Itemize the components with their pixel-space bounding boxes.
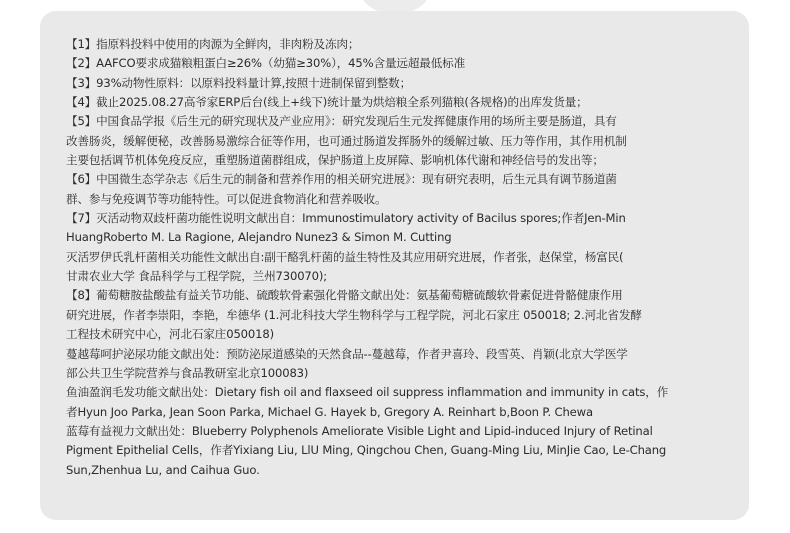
reference-line: 【4】截止2025.08.27高爷家ERP后台(线上+线下)统计量为烘焙粮全系列猫粮(各规格)的出库发货量； bbox=[66, 95, 588, 110]
reference-line: 【1】指原料投料中使用的肉源为全鲜肉，非肉粉及冻肉； bbox=[66, 37, 360, 51]
reference-line: 灭活罗伊氏乳杆菌相关功能性文献出自:副干酪乳杆菌的益生特性及其应用研究进展，作者张，赵保堂，杨富民( bbox=[66, 249, 624, 264]
reference-line: Pigment Epithelial Cells，作者Yixiang Liu, LlU Ming, Qingchou Chen, Guang-Ming Liu, MinJie Cao, Le-Chang bbox=[66, 443, 667, 458]
reference-line: 【3】93%动物性原料：以原料投料量计算,按照十进制保留到整数； bbox=[66, 75, 412, 90]
reference-line: 【2】AAFCO要求成猫粮粗蛋白≥26%（幼猫≥30%），45%含量远超最低标准 bbox=[66, 56, 466, 71]
reference-line: 者Hyun Joo Parka, Jean Soon Parka, Michael G. Hayek b, Gregory A. Reinhart b,Boon P. Chewa bbox=[66, 404, 593, 419]
reference-line: HuangRoberto M. La Ragione, Alejandro Nunez3 & Simon M. Cutting bbox=[66, 230, 452, 245]
reference-line: 甘肃农业大学 食品科学与工程学院，兰州730070); bbox=[66, 269, 328, 284]
reference-line: 工程技术研究中心，河北石家庄050018) bbox=[66, 327, 274, 342]
reference-line: 蓝莓有益视力文献出处：Blueberry Polyphenols Ameliorate Visible Light and Lipid-induced Injury of Retinal bbox=[66, 423, 653, 438]
reference-line: 群、参与免疫调节等功能特性。可以促进食物消化和营养吸收。 bbox=[66, 191, 387, 206]
reference-line: 【5】中国食品学报《后生元的研究现状及产业应用》：研究发现后生元发挥健康作用的场所主要是肠道，具有 bbox=[66, 114, 617, 129]
reference-line: 蔓越莓呵护泌尿功能文献出处：预防泌尿道感染的天然食品--蔓越莓，作者尹喜玲、段雪英、肖颖(北京大学医学 bbox=[66, 346, 628, 361]
references-text bbox=[66, 35, 730, 480]
reference-line: 研究进展，作者李崇阳，李艳，牟德华 (1.河北科技大学生物科学与工程学院，河北石家庄 050018; 2.河北省发酵 bbox=[66, 307, 642, 322]
reference-line: Sun,Zhenhua Lu, and Caihua Guo. bbox=[66, 462, 260, 477]
reference-line: 【8】葡萄糖胺盐酸盐有益关节功能、硫酸软骨素强化骨骼文献出处：氨基葡萄糖硫酸软骨素促进骨骼健康作用 bbox=[66, 288, 623, 303]
reference-line: 主要包括调节机体免疫反应，重塑肠道菌群组成，保护肠道上皮屏障、影响机体代谢和神经信号的发出等； bbox=[66, 153, 604, 168]
reference-line: 【6】中国微生态学杂志《后生元的制备和营养作用的相关研究进展》：现有研究表明，后生元具有调节肠道菌 bbox=[66, 172, 617, 187]
reference-line: 鱼油盈润毛发功能文献出处：Dietary fish oil and flaxseed oil suppress inflammation and immunity in cats，作 bbox=[66, 385, 669, 400]
references-card bbox=[40, 11, 749, 520]
reference-line: 【7】灭活动物双歧杆菌功能性说明文献出自：Immunostimulatory activity of Bacilus spores;作者Jen-Min bbox=[66, 211, 626, 226]
reference-line: 改善肠炎，缓解便秘，改善肠易激综合征等作用，也可通过肠道发挥肠外的缓解过敏、压力等作用，其作用机制 bbox=[66, 133, 627, 148]
reference-line: 部公共卫生学院营养与食品教研室北京100083) bbox=[66, 365, 309, 380]
